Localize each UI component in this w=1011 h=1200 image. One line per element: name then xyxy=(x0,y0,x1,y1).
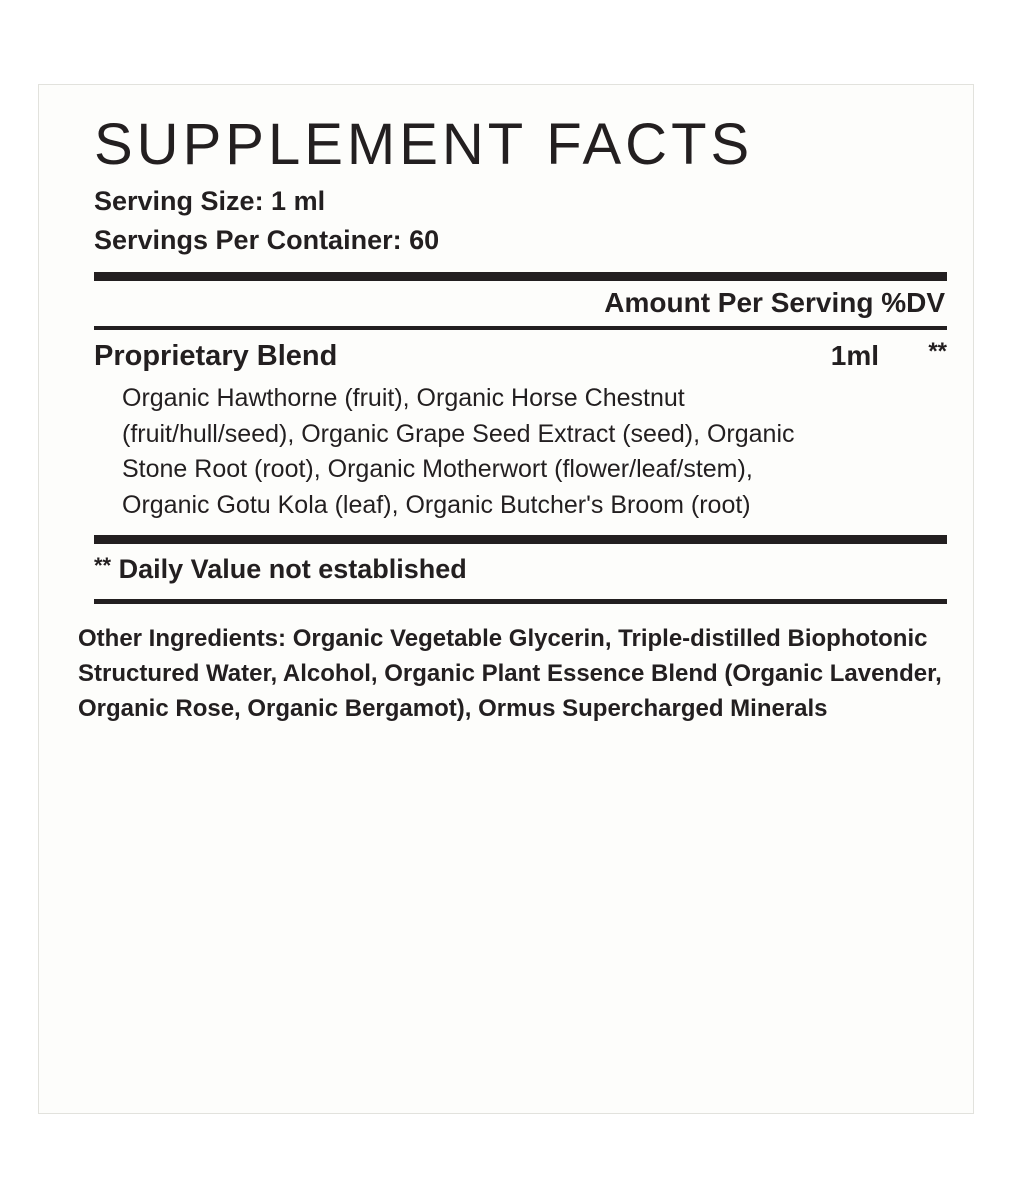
divider-thick-bottom xyxy=(94,535,947,544)
other-ingredients-text: Other Ingredients: Organic Vegetable Glycerin, Triple-distilled Biophotonic Structured Water, Alcohol, Organic Plant Essence Blend (Organic Lavender, Organic Rose, Organic Bergamot), Ormus Supercharged Minerals xyxy=(78,625,942,722)
divider-thick-top xyxy=(94,272,947,281)
proprietary-blend-ingredients: Organic Hawthorne (fruit), Organic Horse Chestnut (fruit/hull/seed), Organic Grape Seed Extract (seed), Organic Stone Root (root), Organic Motherwort (flower/leaf/stem), Organic Gotu Kola (leaf), Organic Butcher's Broom (root) xyxy=(122,384,795,519)
proprietary-blend-label: Proprietary Blend xyxy=(94,340,338,373)
supplement-facts-content xyxy=(78,107,947,727)
daily-value-note-marker: ** xyxy=(94,553,112,579)
proprietary-blend-row xyxy=(94,330,947,373)
daily-value-note xyxy=(94,544,947,589)
page-title: SUPPLEMENT FACTS xyxy=(94,112,754,177)
amount-per-serving-header xyxy=(94,281,947,321)
supplement-facts-panel xyxy=(38,84,974,1114)
servings-per-container-text: Servings Per Container: 60 xyxy=(94,225,440,256)
serving-size-text: Serving Size: 1 ml xyxy=(94,185,326,216)
proprietary-blend-daily-value: ** xyxy=(928,338,947,366)
proprietary-blend-amount: 1ml xyxy=(830,340,879,372)
daily-value-note-text: Daily Value not established xyxy=(118,554,467,585)
amount-per-serving-label: Amount Per Serving %DV xyxy=(604,287,945,319)
